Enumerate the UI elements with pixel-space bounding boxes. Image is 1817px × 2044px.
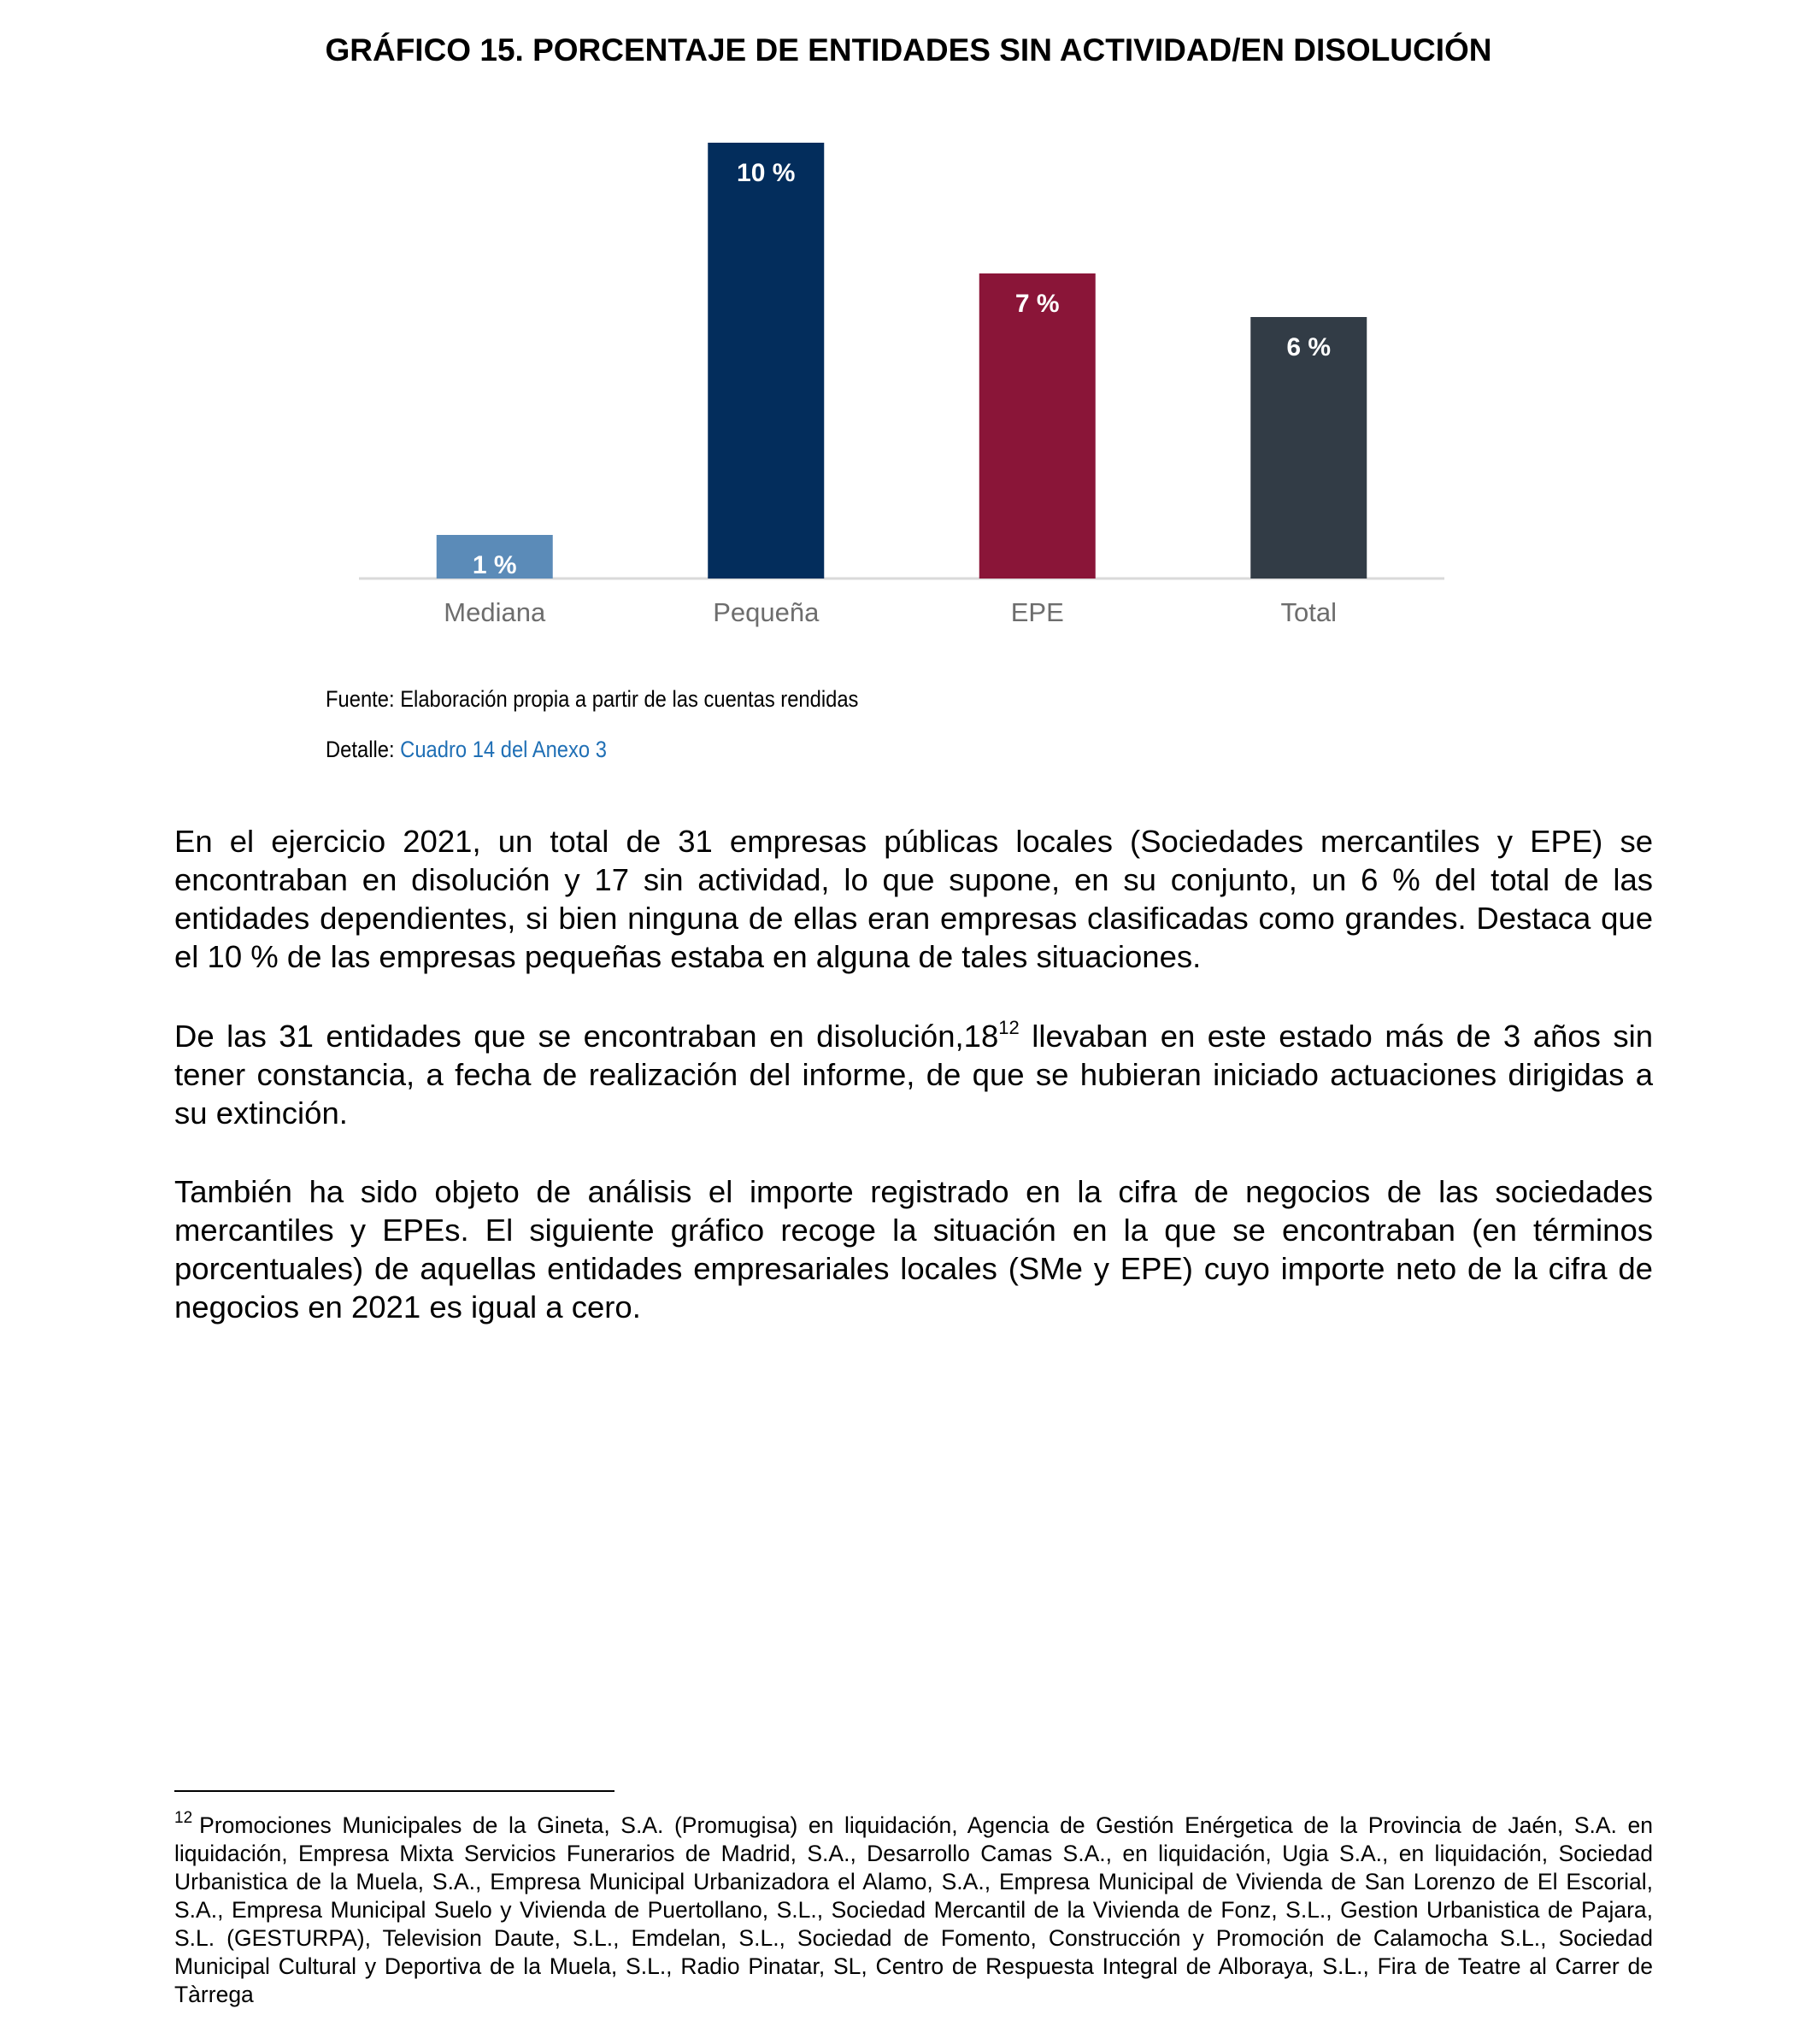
category-label-mediana: Mediana [444,597,546,627]
category-label-epe: EPE [1010,597,1064,627]
chart-source-note [326,686,858,713]
category-label-peque-a: Pequeña [713,597,820,627]
chart-detail-note [326,737,607,763]
bars-group [437,143,1367,627]
footnote-text: Promociones Municipales de la Gineta, S.A. (Promugisa) en liquidación, Agencia de Gestión Enérgetica de la Provincia de Jaén, S.A. en liquidación, Empresa Mixta Servicios Funerarios de Madrid, S.A., Desarrollo Camas S.A., en liquidación, Ugia S.A., en liquidación, Sociedad Urbanistica de la Muela, S.A., Empresa Municipal Urbanizadora el Alamo, S.A., Empresa Municipal de Vivienda de San Lorenzo de El Escorial, S.A., Empresa Municipal Suelo y Vivienda de Puertollano, S.L., Sociedad Mercantil de la Vivienda de Fonz, S.L., Gestion Urbanistica de Pajara, S.L. (GESTURPA), Television Daute, S.L., Emdelan, S.L., Sociedad de Fomento, Construcción y Promoción de Calamocha S.L., Sociedad Municipal Cultural y Deportiva de la Muela, S.L., Radio Pinatar, SL, Centro de Respuesta Integral de Alboraya, S.L., Fira de Teatre al Carrer de Tàrrega [174,1812,1653,2007]
chart-title: GRÁFICO 15. PORCENTAJE DE ENTIDADES SIN ACTIVIDAD/EN DISOLUCIÓN [325,32,1492,68]
bar-peque-a [708,143,824,579]
paragraph-2-end: llevaban en este estado más de 3 años sin tener constancia, a fecha de realización del informe, de que se hubieran iniciado actuaciones dirigidas a su extinción. [174,1019,1653,1131]
paragraph-2-start: De las 31 entidades que se encontraban en disolución, [174,1019,964,1054]
bar-value-label-mediana: 1 % [472,551,517,579]
bar-value-label-total: 6 % [1286,333,1332,361]
detail-link[interactable]: Cuadro 14 del Anexo 3 [400,737,607,762]
source-text: Elaboración propia a partir de las cuentas rendidas [400,686,859,712]
footnote-number: 12 [174,1809,193,1827]
paragraph-2 [174,1017,1653,1132]
paragraph-2-number: 18 [963,1019,999,1054]
detail-label: Detalle: [326,737,395,762]
paragraph-3: También ha sido objeto de análisis el importe registrado en la cifra de negocios de las sociedades mercantiles y EPEs. El siguiente gráfico recoge la situación en la que se encontraban (en términos porcentuales) de aquellas entidades empresariales locales (SMe y EPE) cuyo importe neto de la cifra de negocios en 2021 es igual a cero. [174,1174,1653,1324]
category-label-total: Total [1280,597,1337,627]
paragraph-1: En el ejercicio 2021, un total de 31 empresas públicas locales (Sociedades mercantiles y EPE) se encontraban en disolución y 17 sin actividad, lo que supone, en su conjunto, un 6 % del total de las entidades dependientes, si bien ninguna de ellas eran empresas clasificadas como grandes. Destaca que el 10 % de las empresas pequeñas estaba en alguna de tales situaciones. [174,824,1653,974]
footnote-separator [174,1790,614,1792]
bar-value-label-epe: 7 % [1014,290,1060,318]
footnote [174,1809,1653,2009]
footnote-reference[interactable]: 12 [998,1017,1020,1038]
bar-value-label-peque-a: 10 % [737,159,796,187]
source-label: Fuente: [326,686,395,712]
bar-chart [342,128,1470,632]
bar-epe [979,273,1096,579]
